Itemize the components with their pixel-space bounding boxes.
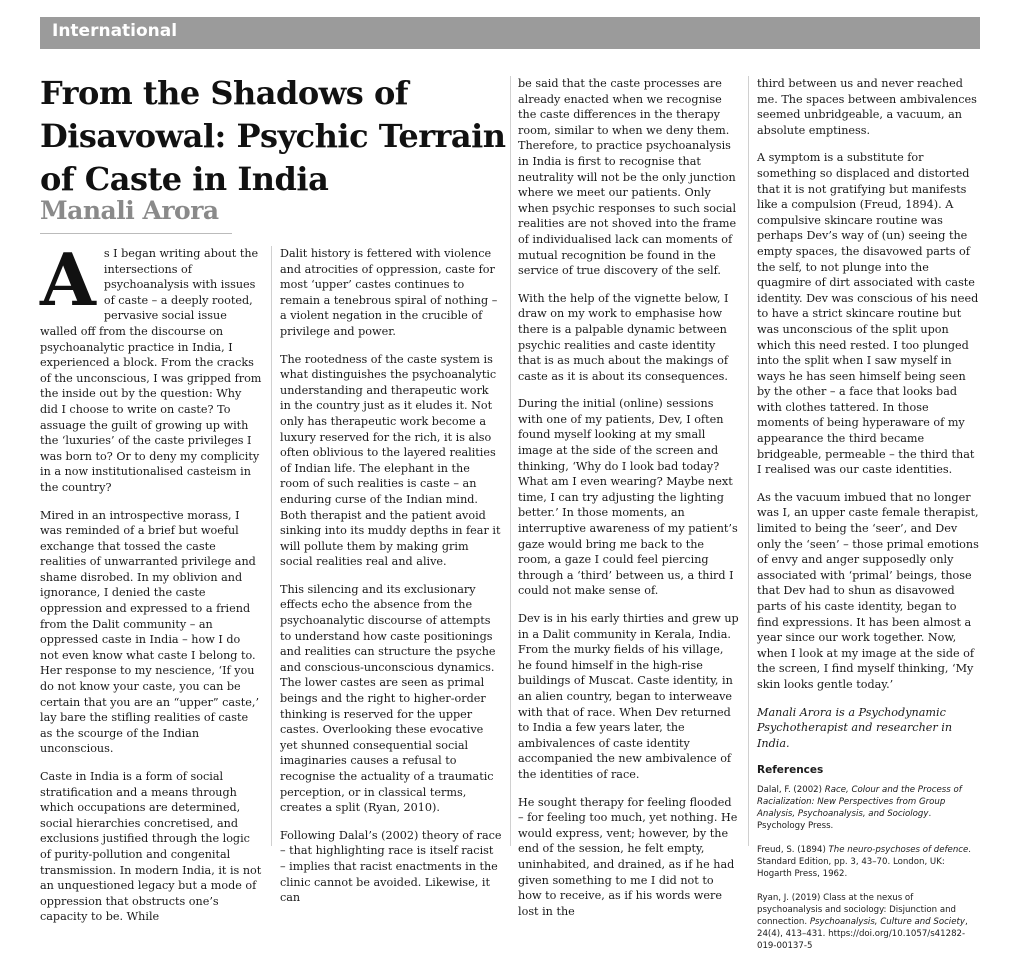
reference-item (757, 844, 979, 880)
section-label: International (52, 21, 178, 41)
paragraph: He sought therapy for feeling flooded – for feeling too much, yet nothing. He would express, vent; however, by the end of the session, he felt empty, uninhabited, and drained, as if he had given something to me I did not to how to receive, as if his words were lost in the (518, 795, 738, 918)
ref-title: Psychoanalysis, Culture and Society (809, 916, 965, 927)
ref-text: . Psychology Press. (757, 808, 932, 831)
ref-text: . Standard Edition, pp. 3, 43–70. London, UK: Hogarth Press, 1962. (757, 844, 972, 879)
section-banner (40, 17, 980, 49)
paragraph: This silencing and its exclusionary effects echo the absence from the psychoanalytic discourse of attempts to understand how caste positionings and realities can structure the psyche and conscious-unconscious dynamics. The lower castes are seen as primal beings and the right to higher-order thinking is reserved for the upper castes. Overlooking these evocative yet shunned consequential social imaginaries causes a refusal to recognise the actuality of a traumatic perception, or in classical terms, creates a split (Ryan, 2010). (280, 582, 496, 815)
references-list (757, 784, 979, 952)
reference-item (757, 892, 979, 952)
paragraph: During the initial (online) sessions with one of my patients, Dev, I often found myself looking at my small image at the side of the screen and thinking, ‘Why do I look bad today? What am I even wearing? Maybe next time, I can try adjusting the lighting better.’ In those moments, an interruptive awareness of my patient’s gaze would bring me back to the room, a gaze I could feel piercing through a ‘third’ between us, a third I could not make sense of. (518, 397, 738, 598)
paragraph (40, 237, 262, 496)
paragraph: Dev is in his early thirties and grew up in a Dalit community in Kerala, India. From the murky fields of his village, he found himself in the high-rise buildings of Muscat. Caste identity, in an alien country, began to interweave with that of race. When Dev returned to India a few years later, the ambivalences of caste identity accompanied the new ambivalence of the identities of race. (518, 612, 739, 781)
drop-cap: A (40, 237, 96, 322)
paragraph: third between us and never reached me. The spaces between ambivalences seemed unbridgeable, a vacuum, an absolute emptiness. (757, 77, 977, 137)
column-divider (271, 246, 272, 846)
ref-text: Dalal, F. (2002) (757, 784, 825, 795)
paragraph: A symptom is a substitute for something so displaced and distorted that it is not gratifying but manifests like a compulsion (Freud, 1894). A compulsive skincare routine was perhaps Dev’s way of (un) seeing the empty spaces, the disavowed parts of the self, to not plunge into the quagmire of dirt associated with caste identity. Dev was conscious of his need to have a strict skincare routine but was unconscious of the split upon which this need rested. I too plunged into the split when I saw myself in ways he has seen himself being seen by the other – a face that looks bad with clothes tattered. In those moments of being hyperaware of my appearance the third became bridgeable, permeable – the third that I realised was our caste identities. (757, 151, 979, 477)
author-bio: Manali Arora is a Psychodynamic Psychotherapist and researcher in India. (757, 705, 953, 750)
column-divider (748, 76, 749, 846)
ref-text: Ryan, J. (2019) Class at the nexus of psychoanalysis and sociology: Disjunction and connection. (757, 892, 957, 927)
column-3 (518, 76, 740, 931)
paragraph: Dalit history is fettered with violence and atrocities of oppression, caste for most ‘upper’ castes continues to remain a tenebrous spiral of nothing – a violent negation in the crucible of privilege and power. (280, 247, 498, 338)
column-4 (757, 76, 979, 964)
column-2 (280, 246, 502, 918)
paragraph: As the vacuum imbued that no longer was I, an upper caste female therapist, limited to being the ‘seer’, and Dev only the ‘seen’ – those primal emotions of envy and anger supposedly only associated with ‘primal’ beings, those that Dev had to shun as disavowed parts of his caste identity, began to find expressions. It has been almost a year since our work together. Now, when I look at my image at the side of the screen, I find myself thinking, ‘My skin looks gentle today.’ (757, 490, 979, 691)
article-author: Manali Arora (40, 196, 219, 225)
paragraph: Caste in India is a form of social stratification and a means through which occupations are determined, social hierarchies concretised, and exclusions justified through the logic of purity-pollution and congenital transmission. In modern India, it is not an unquestioned legacy but a mode of oppression that obstructs one’s capacity to be. While (40, 770, 262, 924)
author-rule (40, 233, 232, 234)
paragraph: Mired in an introspective morass, I was reminded of a brief but woeful exchange that tossed the caste realities of unwarranted privilege and shame disrobed. In my oblivion and ignorance, I denied the caste oppression and expressed to a friend from the Dalit community – an oppressed caste in India – how I do not even know what caste I belong to. Her response to my nescience, ‘If you do not know your caste, you can be certain that you are an “upper” caste,’ lay bare the stifling realities of caste as the scourge of the Indian unconscious. (40, 508, 260, 756)
ref-title: Race, Colour and the Process of Racialization: New Perspectives from Group Analysis, Psychoanalysis, and Sociology (757, 784, 962, 819)
reference-item (757, 784, 979, 832)
paragraph: Following Dalal’s (2002) theory of race – that highlighting race is itself racist – implies that racist enactments in the clinic cannot be avoided. Likewise, it can (280, 828, 502, 905)
column-divider (510, 76, 511, 846)
paragraph: be said that the caste processes are already enacted when we recognise the caste differences in the therapy room, similar to when we deny them. Therefore, to practice psychoanalysis in India is first to recognise that neutrality will not be the only junction where we meet our patients. Only when psychic responses to such social realities are not shoved into the frame of individualised lack can moments of mutual recognition be found in the service of true discovery of the self. (518, 77, 737, 278)
column-1 (40, 237, 262, 937)
paragraph: The rootedness of the caste system is what distinguishes the psychoanalytic understanding and therapeutic work in the country just as it eludes it. Not only has therapeutic work become a luxury reserved for the rich, it is also often oblivious to the layered realities of Indian life. The elephant in the room of such realities is caste – an enduring curse of the Indian mind. Both therapist and the patient avoid sinking into its muddy depths in fear it will pollute them by making grim social realities real and alive. (280, 352, 501, 569)
paragraph: With the help of the vignette below, I draw on my work to emphasise how there is a palpable dynamic between psychic realities and caste identity that is as much about the makings of caste as it is about its consequences. (518, 291, 729, 383)
ref-text: Freud, S. (1894) (757, 844, 829, 855)
article-title: From the Shadows of Disavowal: Psychic Terrain of Caste in India (40, 74, 506, 198)
ref-title: The neuro-psychoses of defence (828, 844, 969, 855)
paragraph-text: s I began writing about the intersections of psychoanalysis with issues of caste – a deeply rooted, pervasive social issue walled off from the discourse on psychoanalytic practice in India, I experienced a block. From the cracks of the unconscious, I was gripped from the inside out by the question: Why did I choose to write on caste? To assuage the guilt of growing up with the ‘luxuries’ of the caste privileges I was born to? Or to deny my complicity in a now institutionalised casteism in the country? (40, 247, 262, 494)
ref-text: , 24(4), 413–431. https://doi.org/10.1057/s41282-019-00137-5 (757, 916, 968, 951)
references-heading: References (757, 764, 824, 777)
